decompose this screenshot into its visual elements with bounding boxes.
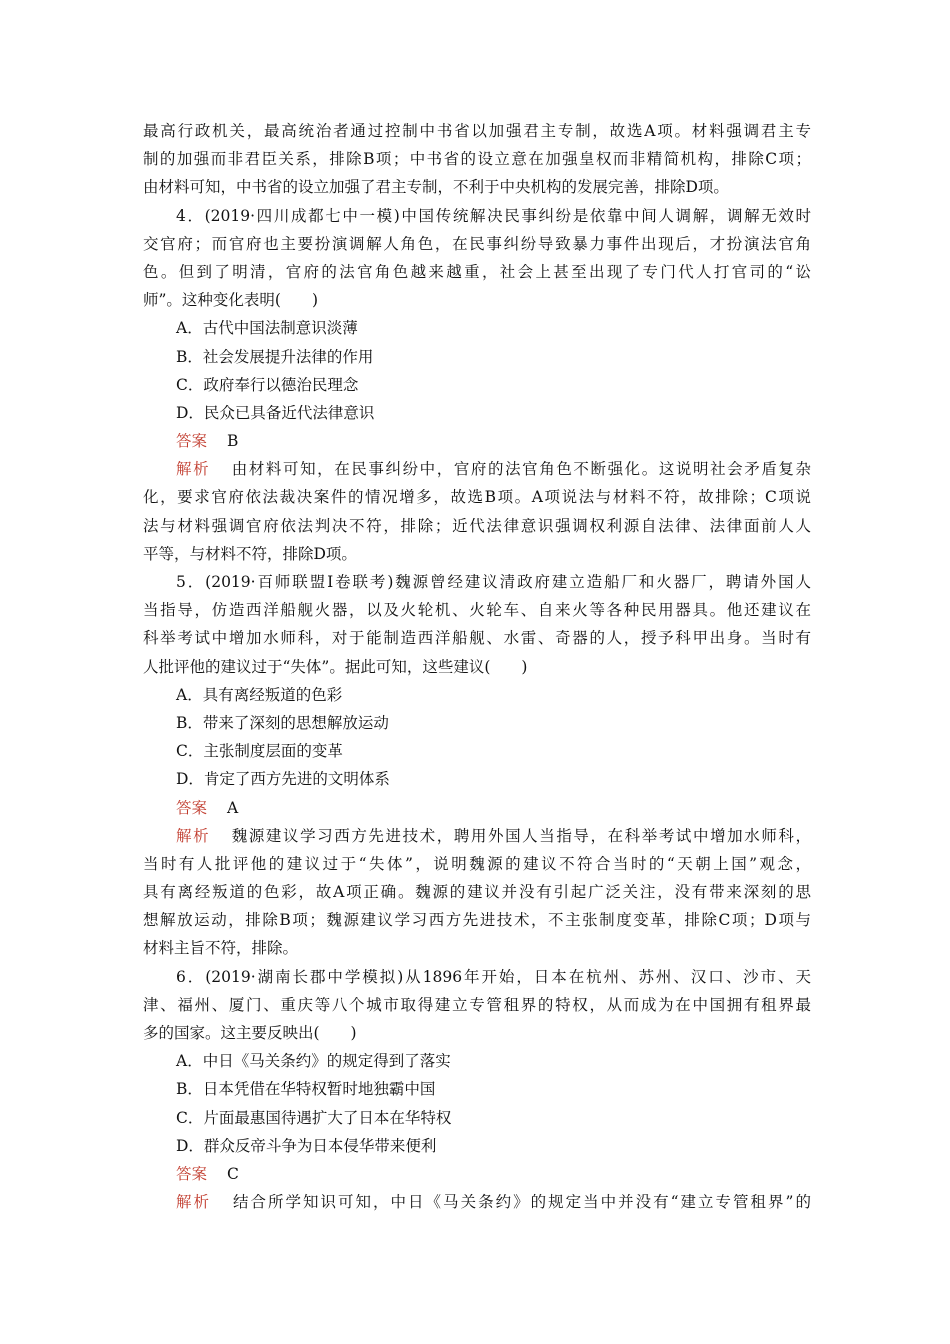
option-b: B．带来了深刻的思想解放运动 (176, 713, 389, 732)
analysis-line (143, 1188, 811, 1216)
text-line: 由材料可知，中书省的设立加强了君主专制，不利于中央机构的发展完善，排除D项。 (143, 178, 729, 197)
analysis-label: 解析 (176, 1193, 212, 1212)
answer-line (143, 427, 811, 455)
question-stem-line: 当指导，仿造西洋船舰火器，以及火轮机、火轮车、自来火等各种民用器具。他还建议在 (143, 601, 811, 620)
question-stem-line: 4．(2019·四川成都七中一模)中国传统解决民事纠纷是依靠中间人调解，调解无效时 (176, 206, 811, 225)
question-stem-line: 6．(2019·湖南长郡中学模拟)从1896年开始，日本在杭州、苏州、汉口、沙市、天 (176, 967, 811, 986)
option-d: D．民众已具备近代法律意识 (176, 403, 375, 422)
option-c: C．政府奉行以德治民理念 (176, 375, 359, 394)
question-stem-line: 科举考试中增加水师科，对于能制造西洋船舰、水雷、奇器的人，授予科甲出身。当时有 (143, 629, 811, 648)
analysis-text: 魏源建议学习西方先进技术，聘用外国人当指导，在科举考试中增加水师科， (230, 826, 811, 845)
analysis-label: 解析 (176, 826, 211, 845)
answer-value: C (227, 1164, 239, 1183)
question-stem-line: 色。但到了明清，官府的法官角色越来越重，社会上甚至出现了专门代人打官司的“讼 (143, 262, 811, 281)
analysis-line: 平等，与材料不符，排除D项。 (143, 544, 357, 563)
text-line: 制的加强而非君臣关系，排除B项；中书省的设立意在加强皇权而非精简机构，排除C项； (143, 150, 811, 169)
question-stem-line: 多的国家。这主要反映出( ) (143, 1024, 357, 1042)
option-b: B．日本凭借在华特权暂时地独霸中国 (176, 1080, 436, 1099)
question-6 (143, 963, 811, 1217)
option-b: B．社会发展提升法律的作用 (176, 347, 374, 366)
analysis-line (143, 455, 811, 483)
analysis-text: 结合所学知识可知，中日《马关条约》的规定当中并没有“建立专管租界”的 (231, 1193, 811, 1212)
option-c: C．片面最惠国待遇扩大了日本在华特权 (176, 1108, 452, 1127)
question-5 (143, 568, 811, 963)
answer-label: 答案 (176, 798, 208, 817)
question-stem-line: 5．(2019·百师联盟Ⅰ卷联考)魏源曾经建议清政府建立造船厂和火器厂，聘请外国人 (176, 573, 811, 591)
analysis-label: 解析 (176, 460, 211, 479)
answer-line (143, 1160, 811, 1188)
analysis-line: 法与材料强调官府依法判决不符，排除；近代法律意识强调权利源自法律、法律面前人人 (143, 516, 811, 535)
option-a: A．古代中国法制意识淡薄 (176, 319, 358, 338)
answer-line (143, 794, 811, 822)
answer-label: 答案 (176, 1164, 208, 1183)
answer-value: A (227, 798, 239, 817)
question-stem-line: 师”。这种变化表明( ) (143, 291, 319, 310)
analysis-line: 化，要求官府依法裁决案件的情况增多，故选B项。A项说法与材料不符，故排除；C项说 (143, 488, 811, 507)
question-stem-line: 津、福州、厦门、重庆等八个城市取得建立专管租界的特权，从而成为在中国拥有租界最 (143, 995, 811, 1014)
analysis-line (143, 822, 811, 850)
text-line: 最高行政机关，最高统治者通过控制中书省以加强君主专制，故选A项。材料强调君主专 (143, 122, 811, 140)
option-a: A．具有离经叛道的色彩 (176, 685, 343, 704)
question-stem-line: 交官府；而官府也主要扮演调解人角色，在民事纠纷导致暴力事件出现后，才扮演法官角 (143, 234, 811, 253)
option-a: A．中日《马关条约》的规定得到了落实 (176, 1052, 451, 1071)
analysis-line: 想解放运动，排除B项；魏源建议学习西方先进技术，不主张制度变革，排除C项；D项与 (143, 911, 811, 930)
question-4 (143, 202, 811, 568)
option-c: C．主张制度层面的变革 (176, 742, 343, 761)
analysis-line: 当时有人批评他的建议过于“失体”，说明魏源的建议不符合当时的“天朝上国”观念， (143, 854, 811, 873)
analysis-line: 材料主旨不符，排除。 (143, 939, 299, 958)
analysis-line: 具有离经叛道的色彩，故A项正确。魏源的建议并没有引起广泛关注，没有带来深刻的思 (143, 883, 811, 902)
answer-value: B (227, 432, 239, 451)
question-stem-line: 人批评他的建议过于“失体”。据此可知，这些建议( ) (143, 657, 528, 676)
analysis-text: 由材料可知，在民事纠纷中，官府的法官角色不断强化。这说明社会矛盾复杂 (230, 460, 811, 479)
option-d: D．肯定了西方先进的文明体系 (176, 770, 390, 789)
page-content (143, 117, 811, 1216)
option-d: D．群众反帝斗争为日本侵华带来便利 (176, 1136, 437, 1155)
answer-label: 答案 (176, 432, 208, 451)
